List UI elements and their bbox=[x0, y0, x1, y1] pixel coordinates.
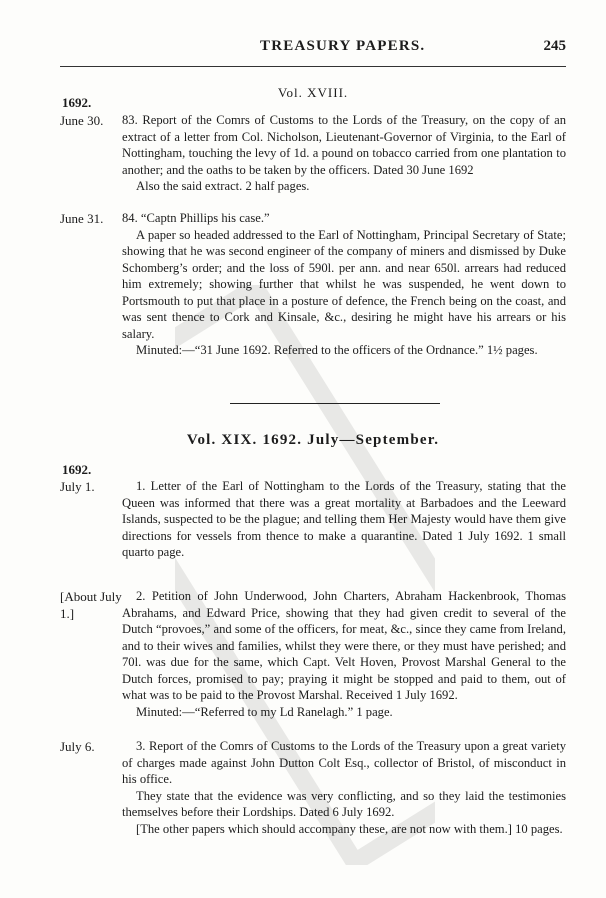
page-number: 245 bbox=[543, 38, 566, 54]
margin-date: July 6. bbox=[60, 739, 95, 754]
running-title: TREASURY PAPERS. bbox=[260, 38, 426, 54]
page-header bbox=[60, 38, 566, 58]
year-label-19: 1692. bbox=[62, 462, 92, 477]
entry-84 bbox=[122, 210, 566, 359]
year-label-18: 1692. bbox=[62, 95, 92, 110]
entry-paragraph: 84. “Captn Phillips his case.” bbox=[122, 211, 270, 225]
margin-date: July 1. bbox=[60, 479, 95, 494]
entry-paragraph: Minuted:—“Referred to my Ld Ranelagh.” 1 page. bbox=[136, 704, 393, 719]
entry-paragraph: 1. Letter of the Earl of Nottingham to the Lords of the Treasury, stating that the Queen was informed that there was a great mortality at Barbadoes and the Leeward Islands, suspected to be the plague; and telling them Her Majesty would have them give directions for vessels from thence to make a quarantine. Dated 1 July 1692. 1 small quarto page. bbox=[122, 479, 566, 559]
margin-date: June 31. bbox=[60, 211, 104, 226]
entry-83 bbox=[122, 112, 566, 195]
margin-date: [About July 1.] bbox=[60, 589, 122, 621]
volume-heading-19: Vol. XIX. 1692. July—September. bbox=[186, 432, 440, 448]
margin-date: June 30. bbox=[60, 113, 104, 128]
header-rule bbox=[60, 66, 566, 67]
entry-paragraph: They state that the evidence was very conflicting, and so they laid the testimonies themselves before their Lordships. Dated 6 July 1692. bbox=[122, 788, 566, 819]
entry-2 bbox=[122, 588, 566, 720]
entry-paragraph: A paper so headed addressed to the Earl of Nottingham, Principal Secretary of State; showing that he was second engineer of the company of miners and dismissed by Duke Schomberg’s order; and the loss of 590l. per ann. and near 650l. arrears had reduced him extremely; showing further that whilst he was suspended, he went down to Portsmouth to put that place in a posture of defence, the French being on the coast, and was sent thence to Cork and Kinsale, &c., desiring he might have his arrears or his salary. bbox=[122, 227, 566, 341]
section-divider bbox=[230, 403, 440, 404]
entry-paragraph: Minuted:—“31 June 1692. Referred to the officers of the Ordnance.” 1½ pages. bbox=[136, 343, 538, 357]
entry-paragraph: Also the said extract. 2 half pages. bbox=[136, 179, 310, 193]
volume-heading-18: Vol. XVIII. bbox=[277, 85, 349, 100]
entry-3 bbox=[122, 738, 566, 837]
entry-paragraph: 2. Petition of John Underwood, John Charters, Abraham Hackenbrook, Thomas Abrahams, and Edward Price, showing that they had given credit to several of the Dutch “provoes,” and some of the officers, for meat, &c., since they came from Ireland, and to their wives and families, whilst they were there, or they must have perished; and 70l. was due for the same, which Capt. Velt Hoven, Provost Marshal General to the Dutch forces, promised to pay; praying it might be stopped and paid to them, out of what was to be paid to the Provost Marshal. Received 1 July 1692. bbox=[122, 589, 566, 702]
entry-1 bbox=[122, 478, 566, 561]
entry-paragraph: 3. Report of the Comrs of Customs to the Lords of the Treasury upon a great variety of charges made against John Dutton Colt Esq., collector of Bristol, of misconduct in his office. bbox=[122, 739, 566, 786]
entry-paragraph: 83. Report of the Comrs of Customs to the Lords of the Treasury, on the copy of an extract of a letter from Col. Nicholson, Lieutenant-Governor of Virginia, to the Earl of Nottingham, touching the levy of 1d. a pound on tobacco carried from one plantation to another; and the oaths to be taken by the officers. Dated 30 June 1692 bbox=[122, 113, 566, 177]
entry-paragraph: [The other papers which should accompany these, are not now with them.] 10 pages. bbox=[136, 821, 563, 836]
